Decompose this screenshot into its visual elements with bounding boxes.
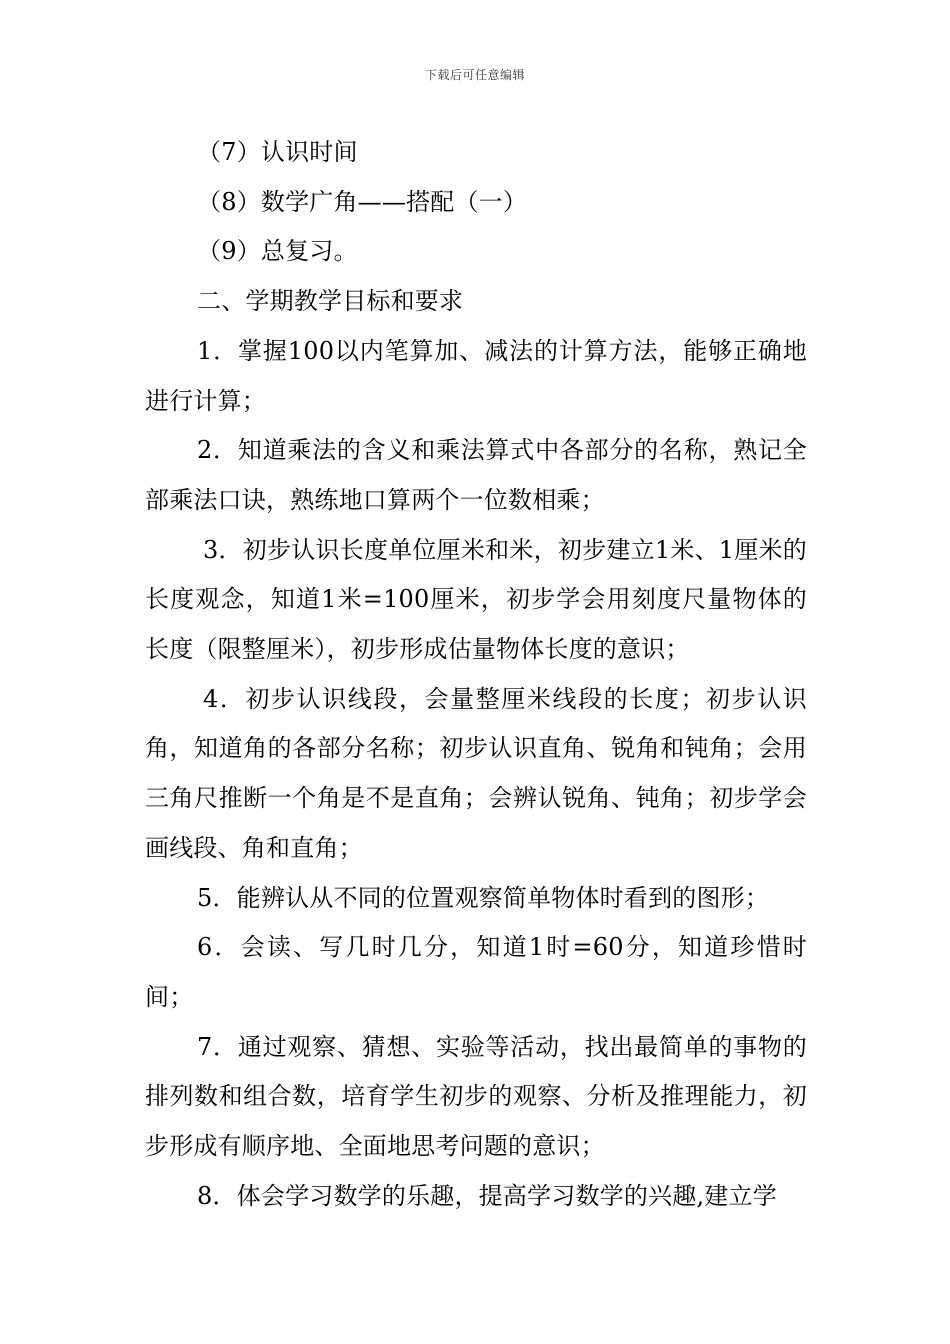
list-item-9: （9）总复习。 xyxy=(197,237,358,266)
goal-paragraph-1: 1．掌握100以内笔算加、减法的计算方法，能够正确地进行计算； xyxy=(145,336,807,415)
list-item-8: （8）数学广角——搭配（一） xyxy=(197,187,528,216)
document-body xyxy=(145,128,807,1221)
goal-paragraph-6: 6．会读、写几时几分，知道1时=60分，知道珍惜时间； xyxy=(145,933,807,1011)
page-header: 下载后可任意编辑 xyxy=(424,68,525,82)
list-item-7: （7）认识时间 xyxy=(197,138,358,166)
goal-paragraph-7: 7．通过观察、猜想、实验等活动，找出最简单的事物的排列数和组合数，培育学生初步的观察、分析及推理能力，初步形成有顺序地、全面地思考问题的意识； xyxy=(145,1032,807,1161)
goal-paragraph-8: 8．体会学习数学的乐趣，提高学习数学的兴趣,建立学 xyxy=(197,1181,777,1210)
goal-paragraph-4: 4．初步认识线段，会量整厘米线段的长度；初步认识角，知道角的各部分名称；初步认识直角、锐角和钝角；会用三角尺推断一个角是不是直角；会辨认锐角、钝角；初步学会画线段、角和直角； xyxy=(145,684,807,862)
goal-paragraph-2: 2．知道乘法的含义和乘法算式中各部分的名称，熟记全部乘法口诀，熟练地口算两个一位数相乘； xyxy=(145,436,807,514)
goal-paragraph-5: 5．能辨认从不同的位置观察简单物体时看到的图形； xyxy=(197,883,770,912)
section-heading: 二、学期教学目标和要求 xyxy=(197,287,464,316)
goal-paragraph-3: 3．初步认识长度单位厘米和米，初步建立1米、1厘米的长度观念，知道1米=100厘米，初步学会用刻度尺量物体的长度（限整厘米），初步形成估量物体长度的意识； xyxy=(145,535,807,664)
